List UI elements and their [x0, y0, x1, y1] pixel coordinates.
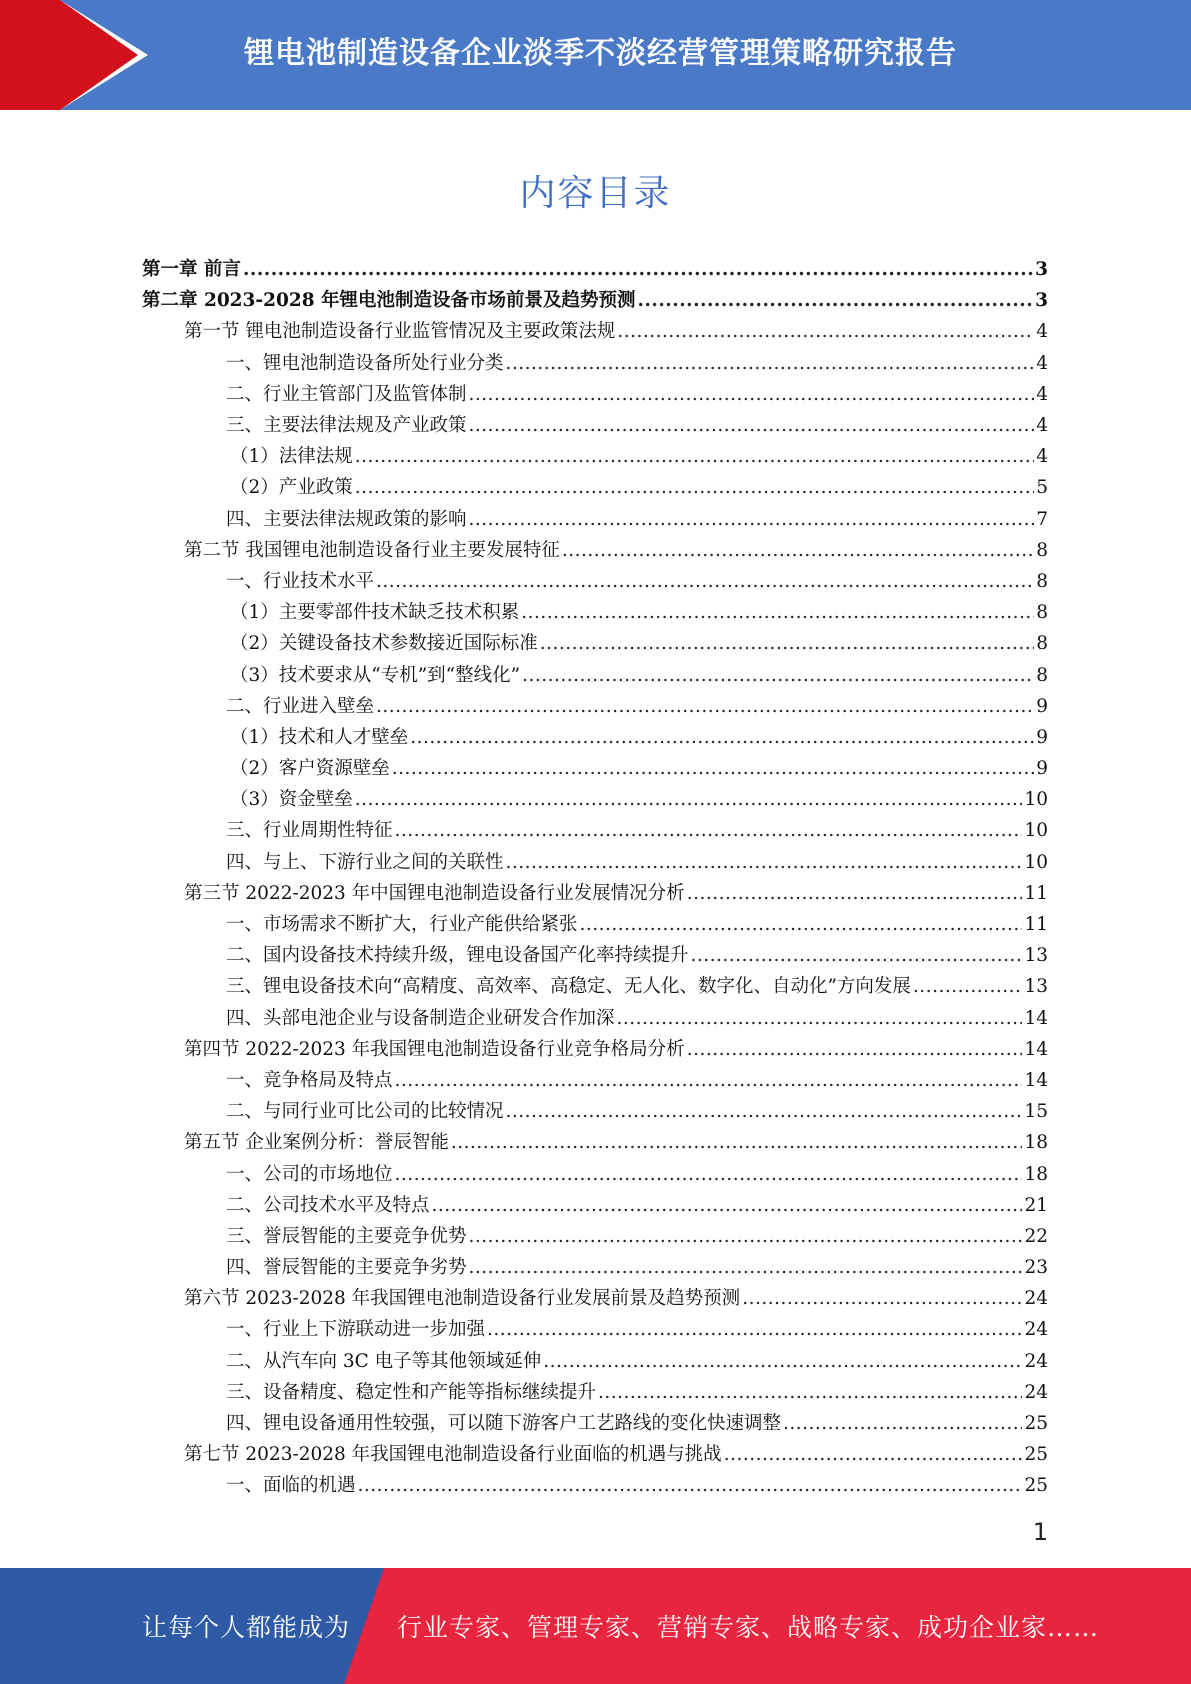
toc-entry-page: 4	[1036, 383, 1048, 405]
toc-dot-leader	[521, 597, 1034, 628]
toc-entry-page: 10	[1024, 820, 1048, 842]
toc-entry-page: 4	[1036, 321, 1048, 343]
toc-entry-label: 二、行业进入壁垒	[226, 695, 375, 717]
toc-entry[interactable]	[142, 1127, 1048, 1158]
toc-entry[interactable]	[142, 1158, 1048, 1189]
toc-entry[interactable]	[142, 659, 1048, 690]
toc-entry-label: 三、主要法律法规及产业政策	[226, 415, 467, 437]
toc-dot-leader	[506, 847, 1023, 878]
toc-entry-page: 18	[1024, 1163, 1048, 1185]
toc-entry-label: 第一节 锂电池制造设备行业监管情况及主要政策法规	[184, 321, 616, 343]
toc-entry-label: 四、主要法律法规政策的影响	[226, 508, 467, 530]
toc-entry-page: 10	[1024, 789, 1048, 811]
toc-entry-page: 11	[1024, 914, 1048, 936]
toc-entry-page: 25	[1024, 1444, 1048, 1466]
page-number: 1	[1032, 1518, 1048, 1546]
toc-entry-label: 第二章 2023-2028 年锂电池制造设备市场前景及趋势预测	[142, 290, 636, 312]
toc-dot-leader	[724, 1439, 1023, 1470]
toc-entry[interactable]	[142, 815, 1048, 846]
toc-dot-leader	[395, 1065, 1023, 1096]
toc-entry[interactable]	[142, 441, 1048, 472]
toc-entry[interactable]	[142, 379, 1048, 410]
toc-entry-page: 4	[1036, 446, 1048, 468]
toc-dot-leader	[376, 566, 1034, 597]
toc-dot-leader	[376, 691, 1034, 722]
footer-banner	[0, 1568, 1191, 1684]
toc-entry-page: 13	[1024, 976, 1048, 998]
toc-entry-label: （2）产业政策	[230, 477, 353, 499]
toc-entry-page: 3	[1035, 259, 1048, 281]
toc-dot-leader	[469, 1221, 1023, 1252]
toc-entry-page: 24	[1024, 1350, 1048, 1372]
toc-entry-page: 9	[1036, 758, 1048, 780]
toc-entry[interactable]	[142, 1439, 1048, 1470]
toc-entry-label: 第三节 2022-2023 年中国锂电池制造设备行业发展情况分析	[184, 882, 685, 904]
toc-entry-page: 7	[1036, 508, 1048, 530]
toc-entry-label: 三、锂电设备技术向“高精度、高效率、高稳定、无人化、数字化、自动化”方向发展	[226, 976, 911, 998]
header-chevron-icon	[0, 0, 160, 110]
report-title: 锂电池制造设备企业淡季不淡经营管理策略研究报告	[244, 36, 957, 71]
toc-entry-label: （1）法律法规	[230, 446, 353, 468]
toc-entry-page: 8	[1036, 570, 1048, 592]
toc-entry-page: 15	[1024, 1101, 1048, 1123]
toc-entry[interactable]	[142, 1408, 1048, 1439]
toc-dot-leader	[355, 784, 1023, 815]
toc-entry-label: 一、公司的市场地位	[226, 1163, 393, 1185]
toc-dot-leader	[395, 815, 1023, 846]
toc-entry[interactable]	[142, 410, 1048, 441]
toc-entry-page: 10	[1024, 851, 1048, 873]
toc-entry[interactable]	[142, 1065, 1048, 1096]
toc-entry-label: 四、锂电设备通用性较强，可以随下游客户工艺路线的变化快速调整	[226, 1413, 782, 1435]
header-banner	[0, 0, 1191, 110]
toc-dot-leader	[540, 628, 1034, 659]
toc-entry-label: （3）资金壁垒	[230, 789, 353, 811]
toc-entry[interactable]	[142, 1096, 1048, 1127]
toc-dot-leader	[617, 316, 1034, 347]
toc-entry-page: 3	[1035, 290, 1048, 312]
toc-dot-leader	[355, 441, 1034, 472]
toc-dot-leader	[562, 535, 1034, 566]
toc-entry-label: （1）技术和人才壁垒	[230, 726, 409, 748]
toc-dot-leader	[451, 1127, 1023, 1158]
toc-dot-leader	[598, 1377, 1022, 1408]
toc-dot-leader	[543, 1346, 1022, 1377]
toc-entry[interactable]	[142, 971, 1048, 1002]
toc-entry[interactable]	[142, 254, 1048, 285]
toc-entry-label: （2）客户资源壁垒	[230, 758, 390, 780]
toc-entry[interactable]	[142, 566, 1048, 597]
toc-dot-leader	[410, 722, 1034, 753]
toc-entry-label: 四、誉辰智能的主要竞争劣势	[226, 1257, 467, 1279]
toc-entry[interactable]	[142, 535, 1048, 566]
toc-entry-label: 二、从汽车向 3C 电子等其他领域延伸	[226, 1350, 542, 1372]
toc-entry-page: 9	[1036, 695, 1048, 717]
toc-entry[interactable]	[142, 472, 1048, 503]
toc-entry[interactable]	[142, 909, 1048, 940]
toc-entry-label: （2）关键设备技术参数接近国际标准	[230, 633, 538, 655]
toc-entry[interactable]	[142, 1252, 1048, 1283]
toc-dot-leader	[395, 1159, 1023, 1190]
toc-entry-page: 22	[1024, 1225, 1048, 1247]
toc-entry[interactable]	[142, 1221, 1048, 1252]
toc-entry-label: 一、竞争格局及特点	[226, 1069, 393, 1091]
toc-entry-label: 三、行业周期性特征	[226, 820, 393, 842]
toc-entry-page: 9	[1036, 726, 1048, 748]
toc-dot-leader	[469, 1252, 1023, 1283]
toc-dot-leader	[687, 1034, 1023, 1065]
toc-entry-label: 第一章 前言	[142, 259, 241, 281]
toc-entry-page: 5	[1036, 477, 1048, 499]
toc-entry[interactable]	[142, 316, 1048, 347]
toc-dot-leader	[913, 971, 1023, 1002]
toc-entry-label: 二、公司技术水平及特点	[226, 1194, 430, 1216]
toc-dot-leader	[469, 379, 1035, 410]
toc-heading: 内容目录	[519, 173, 672, 214]
toc-entry[interactable]	[142, 504, 1048, 535]
toc-entry-label: 一、行业技术水平	[226, 570, 375, 592]
toc-dot-leader	[580, 909, 1023, 940]
toc-entry-label: 一、面临的机遇	[226, 1475, 356, 1497]
toc-entry-page: 14	[1024, 1007, 1048, 1029]
toc-entry[interactable]	[142, 285, 1048, 316]
toc-entry-page: 8	[1036, 602, 1048, 624]
toc-dot-leader	[487, 1314, 1022, 1345]
toc-entry-label: 第五节 企业案例分析：誉辰智能	[184, 1132, 449, 1154]
toc-entry-label: 二、与同行业可比公司的比较情况	[226, 1101, 504, 1123]
toc-dot-leader	[691, 940, 1023, 971]
toc-entry-page: 24	[1024, 1381, 1048, 1403]
toc-entry-page: 8	[1036, 633, 1048, 655]
toc-dot-leader	[506, 1096, 1023, 1127]
toc-entry-page: 4	[1036, 415, 1048, 437]
toc-entry[interactable]	[142, 691, 1048, 722]
toc-entry-page: 25	[1024, 1413, 1048, 1435]
toc-entry-label: 第四节 2022-2023 年我国锂电池制造设备行业竞争格局分析	[184, 1038, 685, 1060]
toc-entry[interactable]	[142, 348, 1048, 379]
toc-entry-page: 8	[1036, 539, 1048, 561]
toc-dot-leader	[358, 1470, 1023, 1501]
toc-entry-page: 18	[1024, 1132, 1048, 1154]
toc-entry[interactable]	[142, 1190, 1048, 1221]
toc-entry-label: 二、行业主管部门及监管体制	[226, 383, 467, 405]
toc-entry-label: （3）技术要求从“专机”到“整线化”	[230, 664, 521, 686]
toc-entry-label: 第七节 2023-2028 年我国锂电池制造设备行业面临的机遇与挑战	[184, 1444, 722, 1466]
toc-entry-page: 24	[1024, 1319, 1048, 1341]
toc-entry-label: 一、市场需求不断扩大，行业产能供给紧张	[226, 914, 578, 936]
toc-entry-label: 第二节 我国锂电池制造设备行业主要发展特征	[184, 539, 560, 561]
toc-entry-label: 一、行业上下游联动进一步加强	[226, 1319, 486, 1341]
toc-entry[interactable]	[142, 1034, 1048, 1065]
toc-entry[interactable]	[142, 722, 1048, 753]
toc-entry[interactable]	[142, 1283, 1048, 1314]
toc-entry-label: 四、头部电池企业与设备制造企业研发合作加深	[226, 1007, 615, 1029]
toc-dot-leader	[392, 753, 1034, 784]
toc-entry-page: 24	[1024, 1288, 1048, 1310]
toc-entry-page: 25	[1024, 1475, 1048, 1497]
toc-entry[interactable]	[142, 784, 1048, 815]
toc-dot-leader	[617, 1003, 1023, 1034]
toc-entry[interactable]	[142, 753, 1048, 784]
toc-dot-leader	[469, 504, 1035, 535]
toc-dot-leader	[522, 660, 1034, 691]
toc-entry-label: 第六节 2023-2028 年我国锂电池制造设备行业发展前景及趋势预测	[184, 1288, 741, 1310]
toc-entry-page: 4	[1036, 352, 1048, 374]
toc-entry-page: 13	[1024, 945, 1048, 967]
toc-entry[interactable]	[142, 940, 1048, 971]
toc-entry-page: 23	[1024, 1257, 1048, 1279]
toc-entry[interactable]	[142, 1003, 1048, 1034]
toc-entry[interactable]	[142, 847, 1048, 878]
toc-entry[interactable]	[142, 878, 1048, 909]
toc-dot-leader	[469, 410, 1035, 441]
toc-dot-leader	[638, 285, 1034, 316]
footer-slogan-left: 让每个人都能成为	[142, 1613, 351, 1642]
toc-entry-page: 14	[1024, 1038, 1048, 1060]
toc-dot-leader	[243, 254, 1033, 285]
toc-entry[interactable]	[142, 628, 1048, 659]
toc-dot-leader	[687, 878, 1023, 909]
toc-entry-label: 二、国内设备技术持续升级，锂电设备国产化率持续提升	[226, 945, 689, 967]
toc-dot-leader	[432, 1190, 1023, 1221]
toc-entry-page: 8	[1036, 664, 1048, 686]
toc-dot-leader	[742, 1283, 1022, 1314]
toc-entry-label: （1）主要零部件技术缺乏技术积累	[230, 602, 520, 624]
toc-entry-label: 三、誉辰智能的主要竞争优势	[226, 1225, 467, 1247]
toc-dot-leader	[355, 472, 1034, 503]
footer-slogan-right: 行业专家、管理专家、营销专家、战略专家、成功企业家……	[397, 1613, 1100, 1642]
toc-entry-label: 三、设备精度、稳定性和产能等指标继续提升	[226, 1381, 597, 1403]
toc-dot-leader	[783, 1408, 1022, 1439]
toc-entry[interactable]	[142, 597, 1048, 628]
toc-entry[interactable]	[142, 1346, 1048, 1377]
toc-dot-leader	[506, 348, 1035, 379]
toc-entry-label: 四、与上、下游行业之间的关联性	[226, 851, 504, 873]
toc-entry[interactable]	[142, 1314, 1048, 1345]
toc-entry[interactable]	[142, 1377, 1048, 1408]
table-of-contents	[142, 254, 1048, 1502]
toc-entry-page: 14	[1024, 1069, 1048, 1091]
toc-entry-page: 11	[1024, 882, 1048, 904]
toc-entry-page: 21	[1024, 1194, 1048, 1216]
toc-entry-label: 一、锂电池制造设备所处行业分类	[226, 352, 504, 374]
toc-entry[interactable]	[142, 1470, 1048, 1501]
